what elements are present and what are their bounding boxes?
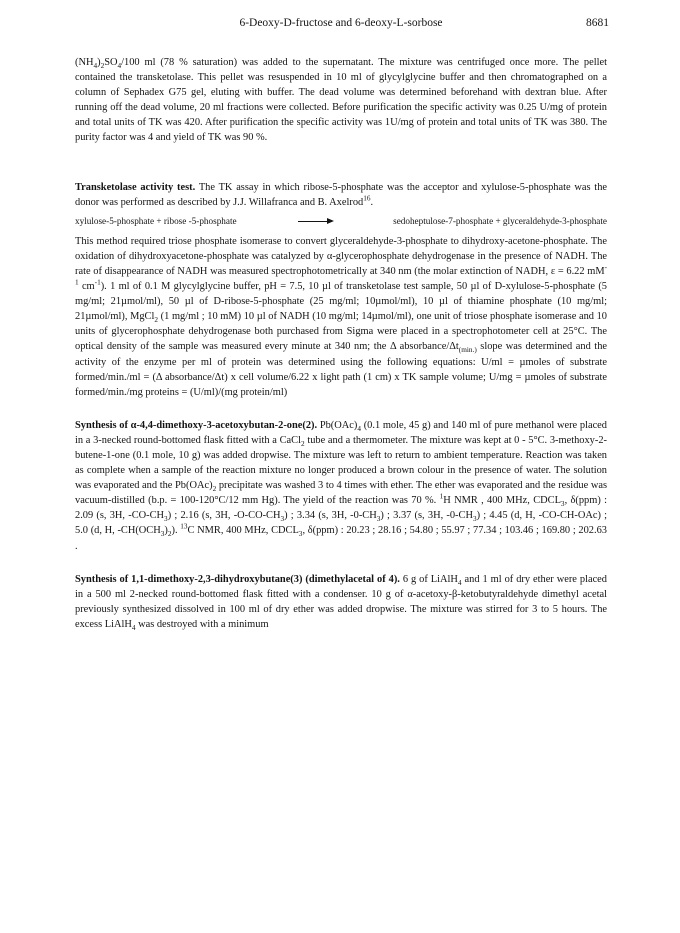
paragraph-assay-method: This method required triose phosphate isomerase to convert glyceraldehyde-3-phosphate to dihydroxy-acetone-phosphate. The oxidation of dihydroxyacetone-phosphate was catalyzed by α-glycerophosphate dehydrogenase in the presence of NADH. The rate of disappearance of NADH was measured spectrophotometrically at 340 nm (the molar extinction of NADH, ε = 6.22 $mM^{-1}$ $cm^{-1}$). 1 ml of 0.1 M glycylglycine buffer, pH = 7.5, 10 µl of transketolase test sample, 50 µl of D-xylulose-5-phosphate (5 mg/ml; 21µmol/ml), 50 µl of D-ribose-5-phosphate (25 mg/ml; 10µmol/ml), 10 µl of thiamine phosphate (10 mg/ml; 21µmol/ml), MgCl$_2$ (1 mg/ml ; 10 mM) 10 µl of NADH (10 mg/ml; 14µmol/ml), one unit of triose phosphate isomerase and 10 units of glycerophosphate dehydrogenase both purchased from Sigma were placed in a spectrophotometer cell at 25°C. The optical density of the sample was measured every minute at 340 nm; the Δ absorbance/$\Delta t_{(min.)}$ slope was determined and the activity of the enzyme per ml of protein was determined using the following equations: U/ml = µmoles of substrate formed/min./ml = (Δ absorbance/Δt) x cell volume/6.22 x light path (1 cm) x TK sample volume; U/mg = µmoles of substrate formed/min./mg proteins = (U/ml)/(mg protein/ml) bbox=[75, 235, 607, 398]
reaction-products: sedoheptulose-7-phosphate + glyceraldehyde-3-phosphate bbox=[393, 215, 607, 226]
section-heading: Synthesis of α-4,4-dimethoxy-3-acetoxybutan-2-one(2). bbox=[75, 419, 318, 431]
section-heading: Synthesis of 1,1-dimethoxy-2,3-dihydroxybutane(3) (dimethylacetal of 4). bbox=[75, 573, 400, 585]
paragraph-activity-test: Transketolase activity test. The TK assay in which ribose-5-phosphate was the acceptor and xylulose-5-phosphate was the donor was performed as described by J.J. Willafranca and B. Axelrod$^{16}$. bbox=[75, 181, 608, 208]
reaction-arrow-icon bbox=[298, 221, 332, 222]
running-title: 6-Deoxy-D-fructose and 6-deoxy-L-sorbose bbox=[239, 17, 443, 29]
section-heading: Transketolase activity test. bbox=[75, 181, 196, 193]
paragraph-synthesis-2: Synthesis of α-4,4-dimethoxy-3-acetoxybutan-2-one(2). $Pb(OAc)_4$ (0.1 mole, 45 g) and 140 ml of pure methanol were placed in a 3-necked round-bottomed flask fitted with a CaCl$_2$ tube and a thermometer. The mixture was kept at 0 - 5°C. 3-methoxy-2-butene-1-one (0.1 mole, 10 g) was added dropwise. The mixture was left to return to ambient temperature. Reaction was taken as complete when a sample of the reaction mixture no longer produced a brown colour in the presence of water. The solution was evaporated and the $Pb(OAc)_2$ precipitate was washed 3 to 4 times with ether. The ether was evaporated and the residue was vacuum-distilled (b.p. = 100-120°C/12 mm Hg). The yield of the reaction was 70 %. $^1$H NMR , 400 MHz, $CDCL_3$, δ(ppm) : 2.09 (s, 3H, $-CO-CH_3$) ; 2.16 (s, 3H, $-O-CO-CH_3$) ; 3.34 (s, 3H, $-0-CH_3$) ; 3.37 (s, 3H, $-0-CH_3$) ; 4.45 (d, H, -CO-CH-OAc) ; 5.0 (d, H, $-CH(OCH_3)_2$). $^{13}$C NMR, 400 MHz, $CDCL_3$, δ(ppm) : 20.23 ; 28.16 ; 54.80 ; 55.97 ; 77.34 ; 103.46 ; 169.80 ; 202.63 . bbox=[75, 419, 608, 552]
reaction-reactants: xylulose-5-phosphate + ribose -5-phosphate bbox=[75, 215, 237, 226]
paragraph-synthesis-3: Synthesis of 1,1-dimethoxy-2,3-dihydroxybutane(3) (dimethylacetal of 4). 6 g of LiAlH$_4$ and 1 ml of dry ether were placed in a 500 ml 2-necked round-bottomed flask fitted with a condenser. 10 g of α-acetoxy-β-ketobutyraldehyde dimethyl acetal previously synthesized dissolved in 100 ml of dry ether was added dropwise. The mixture was stirred for 3 to 5 hours. The excess LiAlH$_4$ was destroyed with a minimum bbox=[75, 573, 607, 632]
page-number: 8681 bbox=[586, 17, 609, 29]
running-header bbox=[75, 17, 607, 33]
paragraph-purification: $(NH_4)_2SO_4/100$ ml (78 % saturation) was added to the supernatant. The mixture was centrifuged once more. The pellet contained the transketolase. This pellet was resuspended in 10 ml of glycylglycine buffer and then chromatographed on a column of Sephadex G75 gel, eluting with buffer. The dead volume was determined beforehand with dextran blue. After running off the dead volume, 20 ml fractions were collected. Before purification the specific activity was 0.25 U/mg of protein and total units of TK was 420. After purification the specific activity was 1U/mg of protein and total units of TK was 380. The purity factor was 4 and yield of TK was 90 %. bbox=[75, 57, 607, 144]
reaction-equation bbox=[75, 215, 607, 228]
article-body bbox=[75, 55, 607, 632]
